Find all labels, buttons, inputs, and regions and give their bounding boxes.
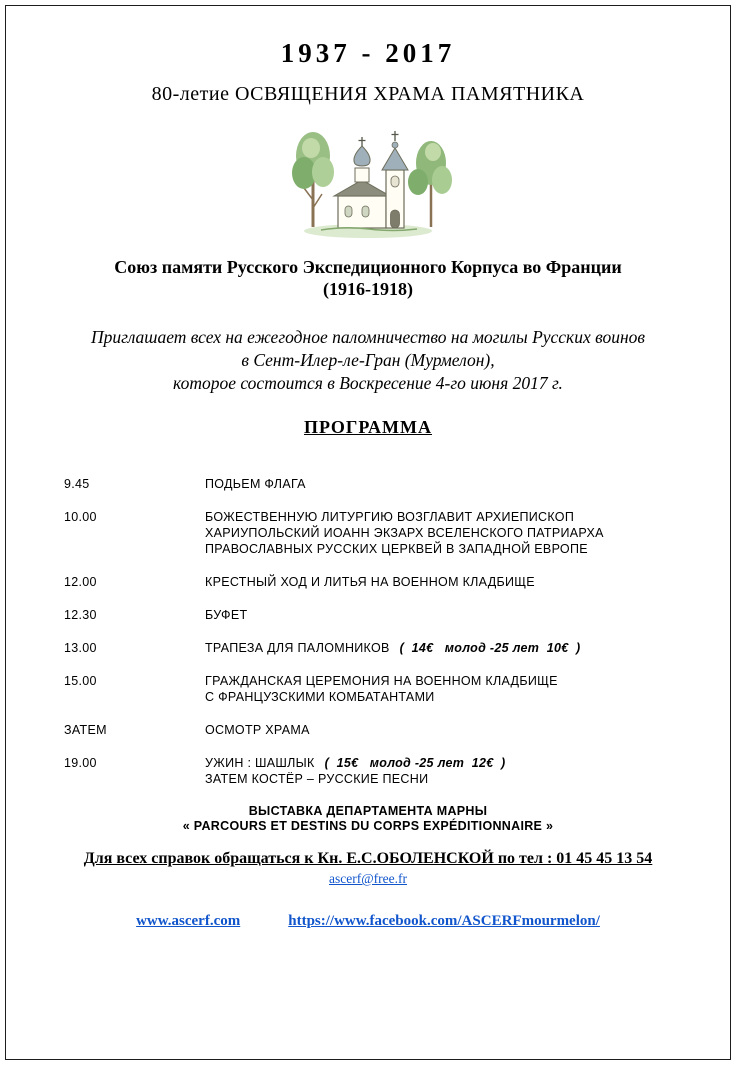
schedule-row-1500 [64,673,730,705]
schedule-text: С ФРАНЦУЗСКИМИ КОМБАТАНТАМИ [205,690,435,704]
schedule-price: ( 14€ молод -25 лет 10€ ) [399,641,581,655]
schedule-row-zatem [64,722,730,738]
schedule-time: 12.30 [64,608,97,622]
invitation-line-2: в Сент-Илер-ле-Гран (Мурмелон), [241,350,495,370]
schedule-text: ОСМОТР ХРАМА [205,723,310,737]
schedule-text: КРЕСТНЫЙ ХОД И ЛИТЬЯ НА ВОЕННОМ КЛАДБИЩЕ [205,575,535,589]
exhibition-line-2: « PARCOURS ET DESTINS DU CORPS EXPÉDITIONNAIRE » [182,819,554,833]
invitation-line-3: которое состоится в Воскресение 4-го июня 2017 г. [173,373,563,393]
schedule-row-1000 [64,509,730,557]
facebook-link[interactable]: https://www.facebook.com/ASCERFmourmelon/ [288,913,600,929]
email-link[interactable]: ascerf@free.fr [329,871,407,886]
schedule-time: 13.00 [64,641,97,655]
schedule-text: ГРАЖДАНСКАЯ ЦЕРЕМОНИЯ НА ВОЕННОМ КЛАДБИЩЕ [205,674,558,688]
schedule-text [205,755,730,771]
schedule-time: 10.00 [64,510,97,524]
schedule-text: БУФЕТ [205,608,248,622]
program-heading: ПРОГРАММА [303,417,432,437]
program-schedule [64,476,730,787]
contact-phone-line: Для всех справок обращаться к Кн. Е.С.ОБОЛЕНСКОЙ по тел : 01 45 45 13 54 [83,850,653,867]
schedule-description [205,476,730,492]
exhibition-announcement [6,804,730,834]
schedule-row-1900 [64,755,730,787]
schedule-row-1300 [64,640,730,656]
right-trees [408,141,452,227]
schedule-description [205,755,730,787]
church-illustration [6,118,730,240]
website-link[interactable]: www.ascerf.com [136,913,241,929]
schedule-text-main: ТРАПЕЗА ДЛЯ ПАЛОМНИКОВ [205,641,390,655]
schedule-text: ЗАТЕМ КОСТЁР – РУССКИЕ ПЕСНИ [205,772,429,786]
links-row [6,912,730,930]
schedule-description [205,574,730,590]
schedule-text: ХАРИУПОЛЬСКИЙ ИОАНН ЭКЗАРХ ВСЕЛЕНСКОГО ПАТРИАРХА [205,526,604,540]
contact-info [6,850,730,888]
invitation-text [6,326,730,395]
schedule-time: 9.45 [64,477,90,491]
schedule-row-1200 [64,574,730,590]
schedule-description [205,640,730,656]
schedule-text: ПОДЬЕМ ФЛАГА [205,477,306,491]
schedule-text [205,640,730,656]
schedule-time: 12.00 [64,575,97,589]
schedule-description [205,607,730,623]
organization-title [6,256,730,300]
schedule-time: ЗАТЕМ [64,723,107,737]
schedule-time: 19.00 [64,756,97,770]
document-page [5,5,731,1060]
schedule-description [205,673,730,705]
invitation-line-1: Приглашает всех на ежегодное паломничество на могилы Русских воинов [90,327,646,347]
schedule-price: ( 15€ молод -25 лет 12€ ) [324,756,506,770]
schedule-text-main: УЖИН : ШАШЛЫК [205,756,315,770]
organization-years: (1916-1918) [323,279,413,299]
schedule-text: БОЖЕСТВЕННУЮ ЛИТУРГИЮ ВОЗГЛАВИТ АРХИЕПИСКОП [205,510,575,524]
church-building [334,131,408,228]
schedule-row-0945 [64,476,730,492]
schedule-description [205,722,730,738]
exhibition-line-1: ВЫСТАВКА ДЕПАРТАМЕНТА МАРНЫ [248,804,488,818]
schedule-description [205,509,730,557]
title-subtitle: 80-летие ОСВЯЩЕНИЯ ХРАМА ПАМЯТНИКА [151,83,585,105]
schedule-time: 15.00 [64,674,97,688]
schedule-row-1230 [64,607,730,623]
organization-name: Союз памяти Русского Экспедиционного Корпуса во Франции [114,257,622,277]
title-years: 1937 - 2017 [280,38,456,68]
left-tree [292,132,334,227]
schedule-text: ПРАВОСЛАВНЫХ РУССКИХ ЦЕРКВЕЙ В ЗАПАДНОЙ ЕВРОПЕ [205,542,588,556]
